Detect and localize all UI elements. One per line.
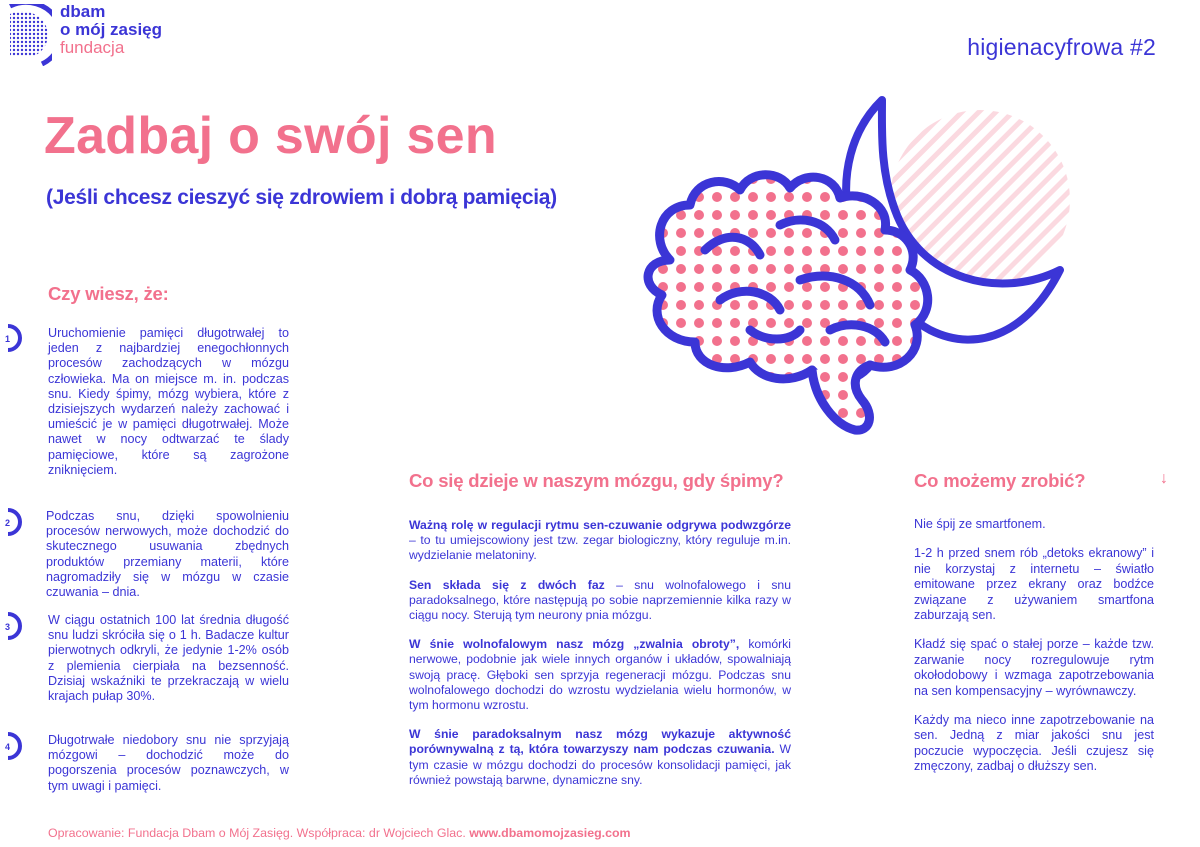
fact-number-1: 1 (5, 334, 11, 344)
fact-text-3: W ciągu ostatnich 100 lat średnia długość snu ludzi skróciła się o 1 h. Badacze kultur pierwotnych odkryli, że jedynie 1-2% osób z plemienia cierpiała na bezsenność. Dzisiaj wskaźniki te przekraczają w wielu krajach pułap 30%. (48, 613, 289, 704)
brand-line-2: o mój zasięg (60, 20, 163, 39)
actions-text (914, 517, 1154, 789)
fact-number-4: 4 (5, 742, 11, 752)
brand-logo-mark-icon (8, 4, 52, 66)
page-title: Zadbaj o swój sen (44, 107, 497, 165)
brain-heading: Co się dzieje w naszym mózgu, gdy śpimy? (409, 470, 784, 491)
action-paragraph-1: Nie śpij ze smartfonem. (914, 517, 1046, 531)
brain-text (409, 518, 791, 802)
actions-heading: Co możemy zrobić? (914, 470, 1086, 491)
footer-credits: Opracowanie: Fundacja Dbam o Mój Zasięg. Współpraca: dr Wojciech Glac. (48, 826, 470, 840)
brain-paragraph-2: Sen składa się z dwóch faz – snu wolnofalowego i snu paradoksalnego, które następują po sobie naprzemiennie kilka razy w ciągu nocy. Sterują tym neurony pnia mózgu. (409, 577, 791, 623)
fact-number-3: 3 (5, 622, 11, 632)
page-subtitle: (Jeśli chcesz cieszyć się zdrowiem i dobrą pamięcią) (46, 186, 557, 209)
fact-text-4: Długotrwałe niedobory snu nie sprzyjają mózgowi – dochodzić może do pogorszenia procesów poznawczych, w tym uwagi i pamięci. (48, 733, 289, 793)
brain-paragraph-3: W śnie wolnofalowym nasz mózg „zwalnia obroty”, komórki nerwowe, podobnie jak wiele innych organów i układów, spowalniają swoją pracę. Głęboki sen sprzyja regeneracji mózgu. Podczas snu wolnofalowego dochodzi do wzrostu wydzielania wielu hormonów, w tym hormonu wzrostu. (409, 637, 791, 713)
brain-paragraph-1: Ważną rolę w regulacji rytmu sen-czuwanie odgrywa podwzgórze – to tu umiejscowiony jest tzw. zegar biologiczny, który reguluje m.in. wydzielanie melatoniny. (409, 518, 791, 563)
fact-text-2: Podczas snu, dzięki spowolnieniu procesów nerwowych, może dochodzić do skutecznego usuwania zbędnych produktów przemiany materii, które nagromadziły się w mózgu w czasie czuwania – dnia. (46, 509, 289, 600)
brand-line-3: fundacja (60, 38, 125, 57)
footer-url-link[interactable]: www.dbamomojzasieg.com (469, 826, 631, 840)
action-paragraph-4: Każdy ma nieco inne zapotrzebowanie na sen. Jedną z miar jakości snu jest poczucie wypoczęcia. Jeśli czujesz się zmęczony, zadbaj o dłuższy sen. (914, 713, 1154, 774)
footer (48, 826, 631, 840)
hashtag: higienacyfrowa #2 (967, 34, 1156, 60)
fact-text-1: Uruchomienie pamięci długotrwałej to jeden z najbardziej enegochłonnych procesów zachodzących w mózgu człowieka. Ma on miejsce m. in. podczas snu. Kiedy śpimy, mózg wybiera, które z dzisiejszych wydarzeń należy zachować i umieścić je w pamięci długotrwałej. Może nawet w nocy odtwarzać te ślady pamięciowe, które są zagrożone zniknięciem. (48, 326, 289, 477)
brand-logo-text[interactable] (60, 3, 162, 57)
brain-paragraph-4: W śnie paradoksalnym nasz mózg wykazuje aktywność porównywalną z tą, która towarzyszy nam podczas czuwania. W tym czasie w mózgu dochodzi do procesów konsolidacji pamięci, jak również powstają barwne, dynamiczne sny. (409, 727, 791, 787)
facts-heading: Czy wiesz, że: (48, 283, 169, 304)
brand-line-1: dbam (60, 2, 106, 21)
action-paragraph-2: 1-2 h przed snem rób „detoks ekranowy” i nie korzystaj z internetu – światło emitowane przez ekrany oraz bodźce związane z używaniem smartfona zaburzają sen. (914, 546, 1154, 623)
action-paragraph-3: Kładź się spać o stałej porze – każde tzw. zarwanie nocy rozregulowuje rytm okołodobowy i wzmaga zapotrzebowania na sen kompensacyjny – wyrównawczy. (914, 637, 1154, 698)
brain-moon-illustration (600, 80, 1100, 500)
arrow-down-icon: ↓ (1160, 470, 1168, 487)
fact-number-2: 2 (5, 518, 11, 528)
brain-stem-icon (812, 365, 870, 430)
